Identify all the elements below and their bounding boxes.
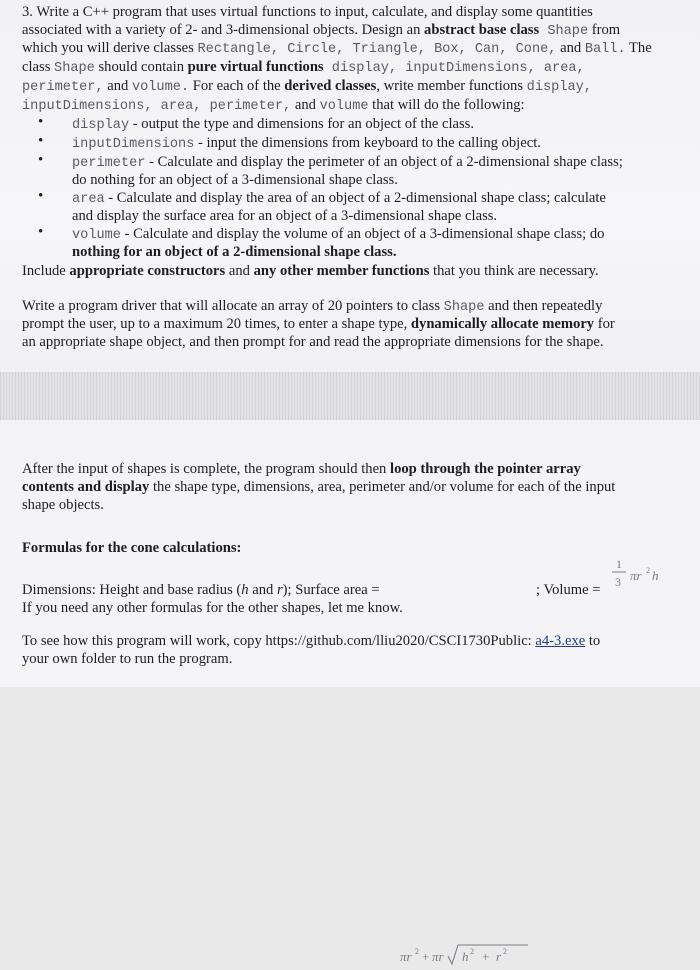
volume-label: ; Volume = [536,582,601,598]
bullet-display: display - output the type and dimensions for an object of the class. [72,116,475,133]
bullet-area-cont: and display the surface area for an object of a 3-dimensional shape class. [72,208,498,224]
bullet-volume-cont: nothing for an object of a 2-dimensional shape class. [72,244,397,260]
bullet-volume: volume - Calculate and display the volume of an object of a 3-dimensional shape class; do [72,226,605,243]
after-line-2: contents and display the shape type, dimensions, area, perimeter and/or volume for each of the input [22,479,616,495]
bullet-2: • [38,133,44,149]
svg-text:πr: πr [432,949,444,964]
svg-text:+: + [482,949,490,964]
footer-line-2: your own folder to run the program. [22,651,233,667]
formula-line: Dimensions: Height and base radius (h and r); Surface area = [22,582,380,598]
bullet-1: • [38,114,44,130]
svg-text:3: 3 [615,575,621,589]
q-line-6: inputDimensions, area, perimeter, and volume that will do the following: [22,97,525,114]
bullet-5: • [38,224,44,240]
svg-text:2: 2 [503,947,507,956]
svg-text:2: 2 [646,566,650,575]
exe-link[interactable]: a4-3.exe [535,633,586,649]
driver-line-3: an appropriate shape object, and then prompt for and read the appropriate dimensions for the shape. [22,334,604,350]
svg-text:2: 2 [470,947,474,956]
svg-text:h: h [462,949,469,964]
svg-text:1: 1 [616,557,622,571]
after-line-3: shape objects. [22,497,104,513]
after-line-1: After the input of shapes is complete, the program should then loop through the pointer array [22,461,581,477]
q-line-4: class Shape should contain pure virtual functions display, inputDimensions, area, [22,59,585,76]
question-panel [0,0,700,372]
svg-text:πr: πr [400,949,412,964]
other-formulas-line: If you need any other formulas for the other shapes, let me know. [22,600,403,616]
footer-line-1: To see how this program will work, copy https://github.com/lliu2020/CSCI1730Public: a4-3.exe to [22,633,601,649]
driver-line-1: Write a program driver that will allocate an array of 20 pointers to class Shape and then repeatedly [22,298,603,315]
bullet-3: • [38,152,44,168]
q-line-5: perimeter, and volume. For each of the derived classes, write member functions display, [22,78,592,95]
continuation-panel [0,420,700,964]
q-line-1: 3. Write a C++ program that uses virtual functions to input, calculate, and display some quantities [22,4,593,20]
formulas-heading: Formulas for the cone calculations: [22,540,242,556]
svg-text:r: r [496,949,502,964]
bullet-perimeter-cont: do nothing for an object of a 3-dimensional shape class. [72,172,398,188]
bullet-perimeter: perimeter - Calculate and display the perimeter of an object of a 2-dimensional shape class; [72,154,623,171]
q-line-2: associated with a variety of 2- and 3-dimensional objects. Design an abstract base class Shape from [22,22,621,39]
svg-text:h: h [652,568,659,583]
bullet-4: • [38,188,44,204]
driver-line-2: prompt the user, up to a maximum 20 times, to enter a shape type, dynamically allocate memory for [22,316,615,332]
bullet-input-dimensions: inputDimensions - input the dimensions from keyboard to the calling object. [72,135,541,152]
section-divider [0,372,700,420]
svg-text:+: + [422,949,430,964]
bullet-area: area - Calculate and display the area of an object of a 2-dimensional shape class; calculate [72,190,606,207]
surface-area-formula [398,940,550,970]
include-line: Include appropriate constructors and any other member functions that you think are necessary. [22,263,599,279]
svg-text:πr: πr [630,568,642,583]
volume-formula [608,552,688,598]
svg-text:2: 2 [415,947,419,956]
q-line-3: which you will derive classes Rectangle, Circle, Triangle, Box, Can, Cone, and Ball. The [22,40,652,57]
